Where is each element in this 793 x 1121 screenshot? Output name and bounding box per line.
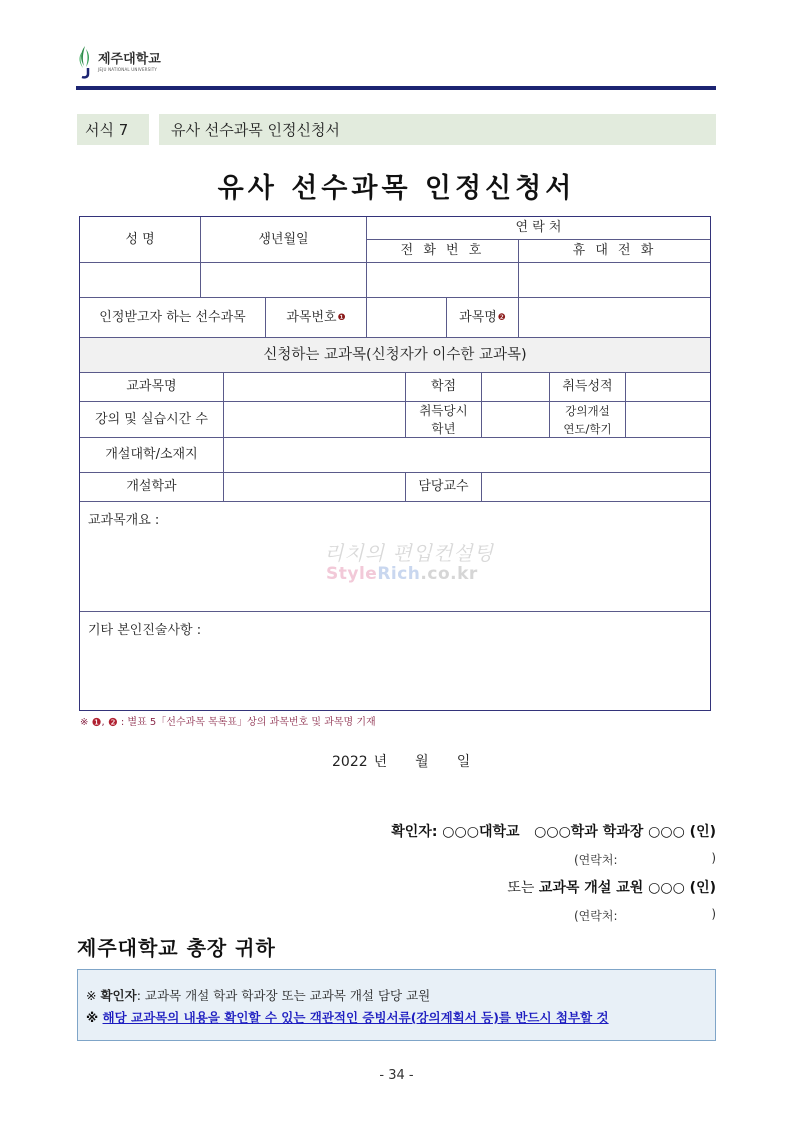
professor-contact: (연락처: ) [574, 907, 716, 923]
mobile-label: 휴 대 전 화 [519, 240, 710, 263]
mobile-field[interactable] [519, 263, 710, 298]
form-number: 서식 7 [77, 114, 149, 145]
application-date: 2022 년 월 일 [332, 754, 471, 770]
grade-field[interactable] [626, 373, 710, 402]
confirmer-contact: (연락처: ) [574, 851, 716, 867]
document-title: 유사 선수과목 인정신청서 [217, 173, 576, 204]
notice-line-attachment: ※ 해당 교과목의 내용을 확인할 수 있는 객관적인 증빙서류(강의계획서 등)를 반드시 첨부할 것 [86, 1010, 609, 1025]
birth-field[interactable] [201, 263, 367, 298]
footnote-mark-2-icon: ❷ [107, 716, 118, 729]
watermark-consulting: 리치의 편입컨설팅 [324, 541, 494, 565]
addressee: 제주대학교 총장 귀하 [77, 936, 276, 960]
applied-course-section: 신청하는 교과목(신청자가 이수한 교과목) [80, 338, 710, 373]
university-field[interactable] [224, 438, 710, 473]
professor-label: 담당교수 [406, 473, 482, 502]
grade-label: 취득성적 [550, 373, 626, 402]
department-label: 개설학과 [80, 473, 224, 502]
logo-subtitle: JEJU NATIONAL UNIVERSITY [98, 66, 158, 72]
footnote: ※ ❶, ❷ : 별표 5「선수과목 목록표」상의 과목번호 및 과목명 기재 [80, 716, 376, 729]
course-name-label: 과목명 ❷ [447, 298, 519, 338]
notice-line-confirmer: ※ 확인자: 교과목 개설 학과 학과장 또는 교과목 개설 담당 교원 [86, 988, 431, 1003]
university-logo [76, 44, 161, 80]
logo-emblem-icon [76, 44, 94, 80]
page-number: - 34 - [379, 1068, 414, 1083]
credit-label: 학점 [406, 373, 482, 402]
course-number-field[interactable] [367, 298, 447, 338]
target-course-label: 인정받고자 하는 선수과목 [80, 298, 266, 338]
course-number-label: 과목번호 ❶ [266, 298, 367, 338]
professor-line: 또는 교과목 개설 교원 ○○○ (인) [507, 880, 716, 896]
phone-field[interactable] [367, 263, 519, 298]
subject-name-field[interactable] [224, 373, 406, 402]
watermark-site: StyleRich.co.kr [326, 564, 478, 584]
form-heading: 유사 선수과목 인정신청서 [159, 114, 716, 145]
subject-name-label: 교과목명 [80, 373, 224, 402]
year-level-label: 취득당시 학년 [406, 402, 482, 438]
hours-field[interactable] [224, 402, 406, 438]
application-form-table [79, 216, 711, 711]
name-label: 성 명 [80, 217, 201, 263]
year-level-field[interactable] [482, 402, 550, 438]
hours-label: 강의 및 실습시간 수 [80, 402, 224, 438]
overview-field[interactable]: 교과목개요 : [80, 502, 710, 612]
name-field[interactable] [80, 263, 201, 298]
phone-label: 전 화 번 호 [367, 240, 519, 263]
notice-box [77, 969, 716, 1041]
header-rule [76, 86, 716, 90]
department-field[interactable] [224, 473, 406, 502]
professor-field[interactable] [482, 473, 710, 502]
footnote-mark-2: ❷ [497, 312, 506, 323]
contact-label: 연 락 처 [367, 217, 710, 240]
footnote-mark-1-icon: ❶ [91, 716, 102, 729]
logo-name: 제주대학교 [98, 51, 161, 67]
footnote-mark-1: ❶ [337, 312, 346, 323]
semester-label: 강의개설 연도/학기 [550, 402, 626, 438]
course-name-field[interactable] [519, 298, 710, 338]
confirmer-line: 확인자: ○○○대학교 ○○○학과 학과장 ○○○ (인) [391, 824, 716, 840]
birth-label: 생년월일 [201, 217, 367, 263]
credit-field[interactable] [482, 373, 550, 402]
statement-field[interactable]: 기타 본인진술사항 : [88, 623, 202, 638]
university-label: 개설대학/소재지 [80, 438, 224, 473]
semester-field[interactable] [626, 402, 710, 438]
footnote-text: : 별표 5「선수과목 목록표」상의 과목번호 및 과목명 기재 [120, 717, 376, 728]
